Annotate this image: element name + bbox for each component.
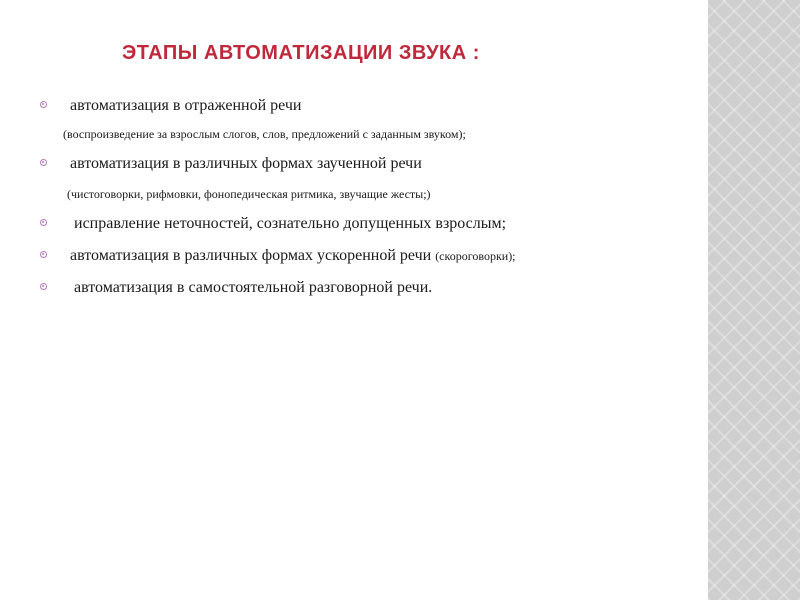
list-item xyxy=(40,278,690,298)
list-item xyxy=(40,214,690,234)
bullet-list xyxy=(40,96,690,298)
list-item-text: автоматизация в отраженной речи xyxy=(70,97,302,114)
list-item-text: автоматизация в самостоятельной разговорной речи. xyxy=(70,279,433,296)
list-item xyxy=(40,246,690,266)
list-item-text: автоматизация в различных формах заученной речи xyxy=(70,155,422,172)
bullet-icon xyxy=(40,251,47,258)
list-item-note xyxy=(40,126,690,142)
bullet-icon xyxy=(40,101,47,108)
bullet-icon xyxy=(40,159,47,166)
bullet-icon xyxy=(40,219,47,226)
slide-title: ЭТАПЫ АВТОМАТИЗАЦИИ ЗВУКА : xyxy=(122,42,480,64)
list-item xyxy=(40,154,690,174)
list-item-text: исправление неточностей, сознательно допущенных взрослым; xyxy=(70,215,507,232)
bullet-icon xyxy=(40,283,47,290)
list-item-inline-note: (скороговорки); xyxy=(435,249,516,263)
list-item-note-text: (воспроизведение за взрослым слогов, слов, предложений с заданным звуком); xyxy=(63,127,466,141)
list-item xyxy=(40,96,690,116)
decorative-side-band xyxy=(708,0,800,600)
list-item-note-text: (чистоговорки, рифмовки, фонопедическая ритмика, звучащие жесты;) xyxy=(67,187,431,201)
list-item-note xyxy=(40,186,690,202)
list-item-text: автоматизация в различных формах ускоренной речи xyxy=(70,247,432,264)
